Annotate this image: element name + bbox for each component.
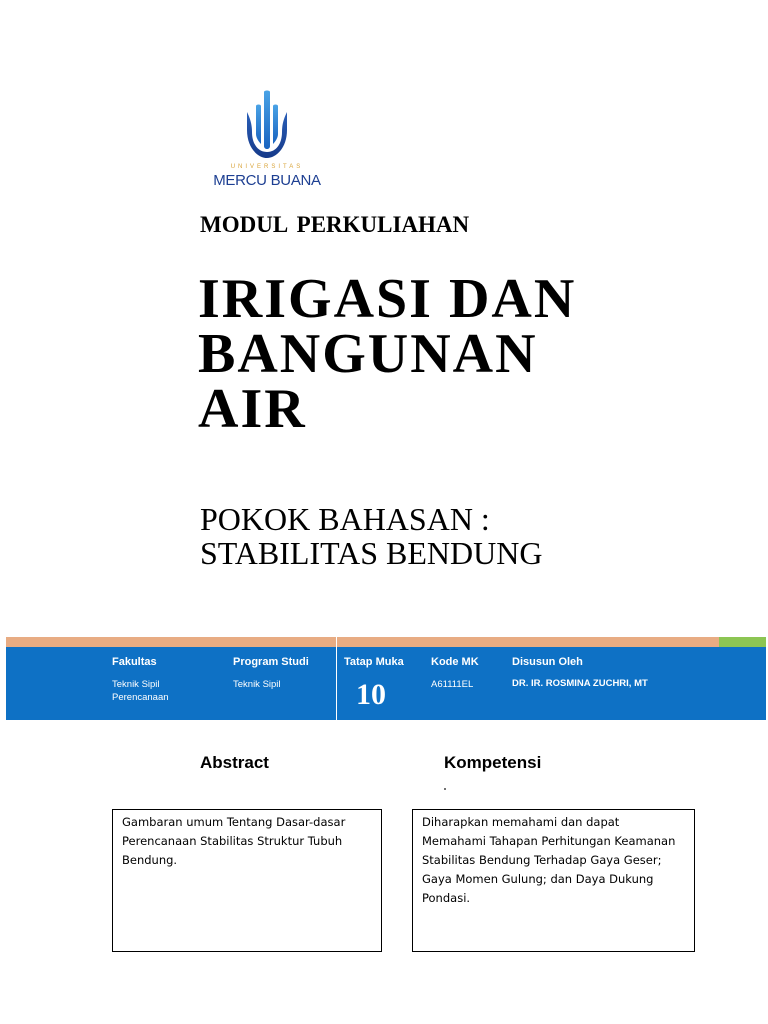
- abstract-heading: Abstract: [200, 753, 269, 772]
- kode-mk-label: Kode MK: [431, 656, 479, 668]
- tatap-muka-value: 10: [356, 678, 386, 711]
- program-studi-value: Teknik Sipil: [233, 679, 281, 690]
- fakultas-value-line: Teknik Sipil: [112, 679, 160, 690]
- kompetensi-line: Memahami Tahapan Perhitungan Keamanan: [422, 834, 676, 848]
- course-title-line: BANGUNAN: [198, 323, 538, 385]
- program-studi-label: Program Studi: [233, 656, 309, 668]
- disusun-oleh-label: Disusun Oleh: [512, 656, 583, 668]
- disusun-oleh-value: DR. IR. ROSMINA ZUCHRI, MT: [512, 678, 648, 689]
- university-logo: [200, 88, 334, 198]
- mercu-buana-emblem-icon: [200, 88, 334, 162]
- kompetensi-line: Stabilitas Bendung Terhadap Gaya Geser;: [422, 853, 662, 867]
- abstract-line: Gambaran umum Tentang Dasar-dasar: [122, 815, 346, 829]
- topic-line: POKOK BAHASAN :: [200, 501, 490, 537]
- info-bar-green-strip: [719, 637, 766, 647]
- logo-universitas-text: UNIVERSITAS: [230, 164, 304, 170]
- abstract-line: Perencanaan Stabilitas Struktur Tubuh: [122, 834, 343, 848]
- course-title-line: IRIGASI DAN: [198, 268, 577, 330]
- kompetensi-text: [422, 813, 675, 908]
- logo-university-name: MERCU BUANA: [213, 172, 321, 189]
- kompetensi-line: Gaya Momen Gulung; dan Daya Dukung: [422, 872, 654, 886]
- topic-heading: [200, 502, 542, 570]
- info-bar-divider: [336, 637, 337, 720]
- fakultas-value: [112, 678, 169, 704]
- modul-label: MODUL PERKULIAHAN: [200, 212, 470, 237]
- course-title-line: AIR: [198, 378, 307, 440]
- stray-dot: [444, 788, 446, 790]
- tatap-muka-label: Tatap Muka: [344, 656, 404, 668]
- info-bar-orange-strip: [6, 637, 719, 647]
- fakultas-label: Fakultas: [112, 656, 157, 668]
- fakultas-value-line: Perencanaan: [112, 692, 169, 703]
- kompetensi-line: Pondasi.: [422, 891, 471, 905]
- abstract-text: [122, 813, 345, 870]
- abstract-line: Bendung.: [122, 853, 178, 867]
- kode-mk-value: A61111EL: [431, 679, 474, 690]
- topic-line: STABILITAS BENDUNG: [200, 535, 543, 571]
- kompetensi-line: Diharapkan memahami dan dapat: [422, 815, 620, 829]
- kompetensi-heading: Kompetensi: [444, 753, 542, 772]
- course-title: [198, 268, 738, 440]
